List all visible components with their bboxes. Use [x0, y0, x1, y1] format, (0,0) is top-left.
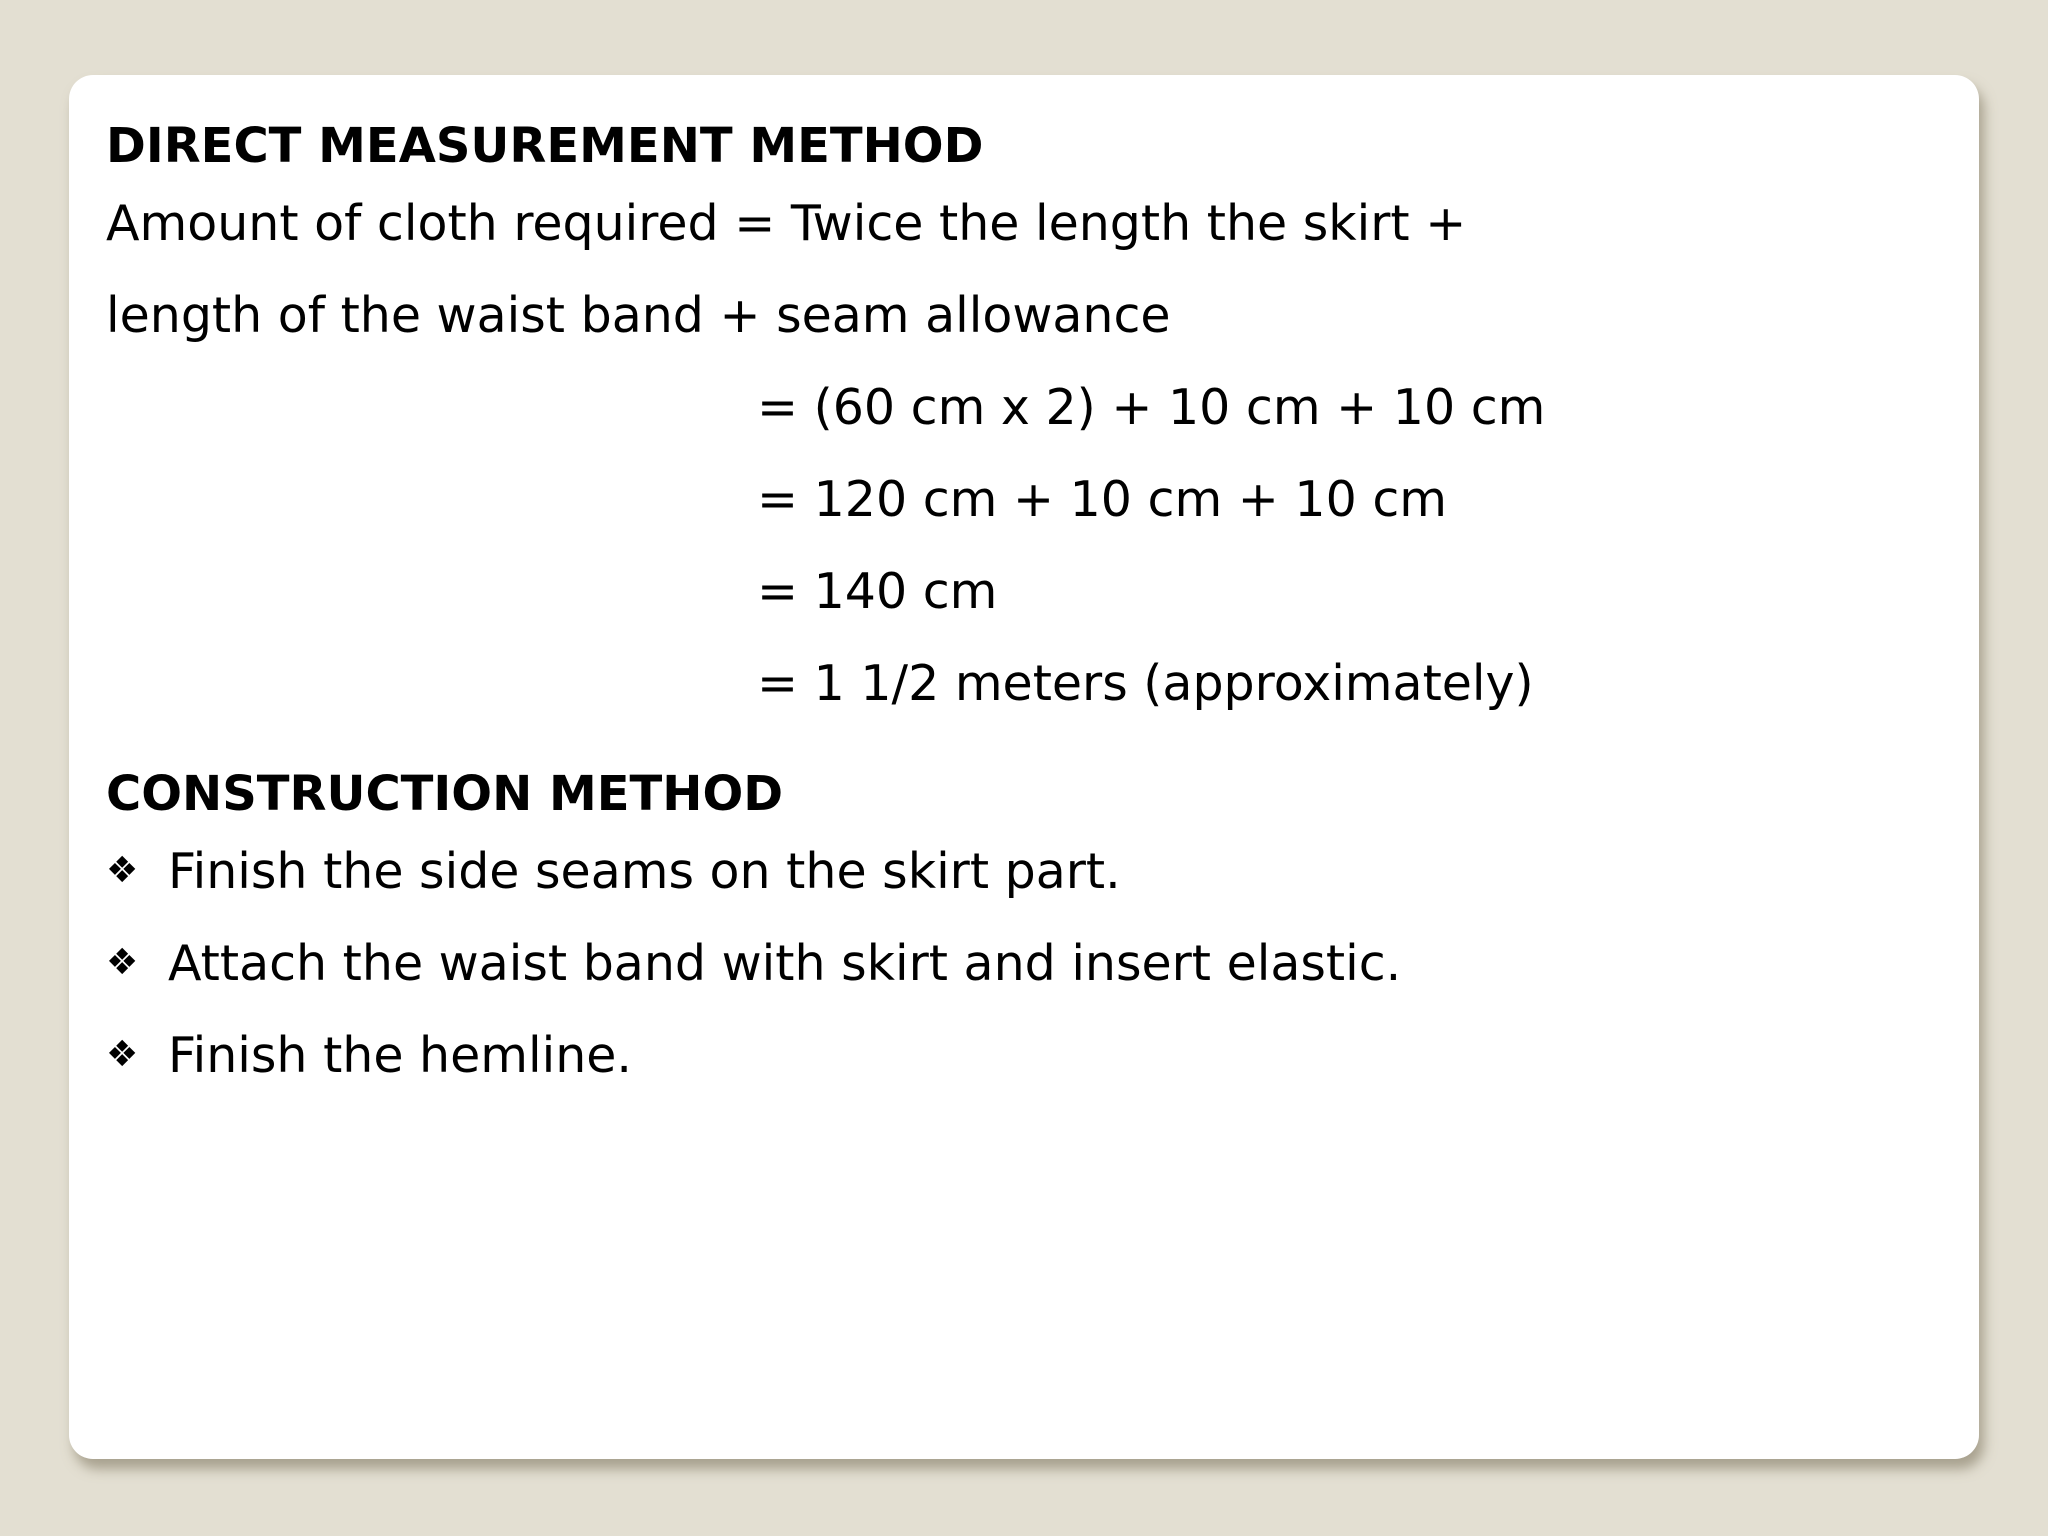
list-item	[106, 935, 1402, 992]
direct-measurement-heading: DIRECT MEASUREMENT METHOD	[106, 118, 984, 174]
slide-card	[69, 75, 1979, 1459]
calculation-step-2: = 120 cm + 10 cm + 10 cm	[757, 471, 1448, 528]
formula-line-2: length of the waist band + seam allowance	[106, 287, 1171, 344]
list-item-text: Finish the hemline.	[168, 1027, 632, 1084]
calculation-step-1: = (60 cm x 2) + 10 cm + 10 cm	[757, 379, 1546, 436]
calculation-step-4: = 1 1/2 meters (approximately)	[757, 655, 1534, 712]
diamond-bullet-icon: ❖	[106, 1034, 139, 1075]
calculation-step-3: = 140 cm	[757, 563, 998, 620]
list-item	[106, 1027, 632, 1084]
list-item	[106, 843, 1121, 900]
construction-method-heading: CONSTRUCTION METHOD	[106, 766, 784, 822]
list-item-text: Attach the waist band with skirt and insert elastic.	[168, 935, 1402, 992]
diamond-bullet-icon: ❖	[106, 942, 139, 983]
list-item-text: Finish the side seams on the skirt part.	[168, 843, 1121, 900]
formula-line-1: Amount of cloth required = Twice the length the skirt +	[106, 195, 1467, 252]
diamond-bullet-icon: ❖	[106, 850, 139, 891]
